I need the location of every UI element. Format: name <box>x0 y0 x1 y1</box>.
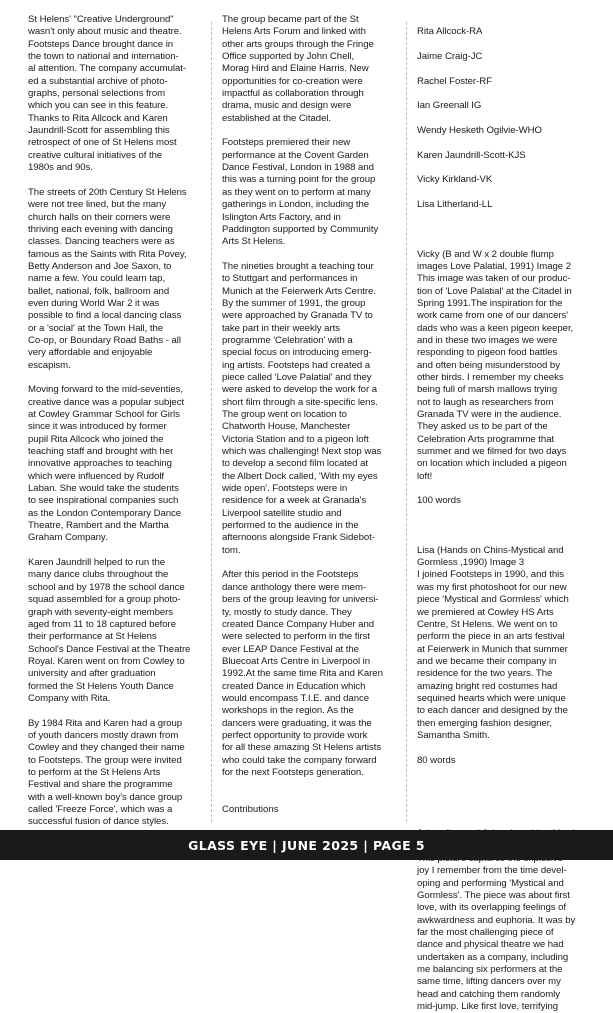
credit-item: Wendy Hesketh Ogilvie-WHO <box>417 125 542 137</box>
contribution-vicky <box>417 236 592 520</box>
paragraph-nineties: The nineties brought a teaching tour to Stuttgart and performances in Munich at the Feierwerk Arts Centre. By the summer of 1991, the group were approached by Granada TV to take part in their weekly arts programme 'Celebration' with a special focus on introducing emerg- ing artists. Footsteps had created a piece called 'Love Palatial' and they were asked to develop the work for a short film through a site-specific lens. The group went on location to Chatworth House, Manchester Victoria Station and to a pigeon loft which was challenging! Next stop was to develop a second film located at the Albert Dock called, 'With my eyes wide open'. Footsteps were in residence for a week at Granada's Liverpool satellite studio and performed to the audience in the afternoons alongside Frank Sidebot- tom. <box>222 260 382 556</box>
contribution-lisa-wordcount: 80 words <box>417 754 456 766</box>
credit-item: Ian Greenall IG <box>417 100 482 112</box>
paragraph-cowley-grammar: Moving forward to the mid-seventies, creative dance was a popular subject at Cowley Grammar School for Girls since it was introduced by former pupil Rita Allcock who joined the teaching staff and brought with her innovative approaches to teaching which were influenced by Rudolf Laban. She would take the students to see inspirational companies such as the London Contemporary Dance Theatre, Rambert and the Martha Graham Company. <box>28 384 185 544</box>
contribution-lisa-text: Lisa (Hands on Chins-Mystical and Gormless ,1990) Image 3 I joined Footsteps in 1990, and this was my first photoshoot for our new piece 'Mystical and Gormless' which we premiered at Cowley HS Arts Centre, St Helens. We went on to perform the piece in an arts festival at Feierwerk in Munich that summer and we became their company in residence for the two years. The amazing bright red costumes had sequined hearts which were unique to each dancer and designed by the then emerging fashion designer, Samantha Smith. <box>417 544 569 741</box>
column-divider-2 <box>406 22 407 822</box>
credit-item: Rita Allcock-RA <box>417 26 483 38</box>
article-column-3 <box>417 14 592 1013</box>
contribution-vicky-text: Vicky (B and W x 2 double flump images Love Palatial, 1991) Image 2 This image was taken of our produc- tion of 'Love Palatial' at the Citadel in Spring 1991.The inspiration for the work came from one of our dancers' dads who was a keen pigeon keeper, and in these two images we were responding to pigeon food battles and often being misunderstood by other birds. I remember my cheeks being full of marsh mallows trying not to laugh as researchers from Granada TV were in the audience. They asked us to be part of the Celebration Arts programme that summer and we filmed for two days on location which included a pigeon loft! <box>417 248 574 482</box>
column-divider-1 <box>211 22 212 822</box>
credit-item: Jaime Craig-JC <box>417 51 483 63</box>
credit-item: Vicky Kirkland-VK <box>417 174 493 186</box>
credit-item: Karen Jaundrill-Scott-KJS <box>417 149 526 161</box>
paragraph-arts-forum: The group became part of the St Helens Arts Forum and linked with other arts groups through the Fringe Office supported by John Chell, Morag Hird and Elaine Harris. New opportunities for co-creation were impactful as collaboration through drama, music and design were established at the Citadel. <box>222 14 374 124</box>
credit-item: Lisa Litherland-LL <box>417 199 493 211</box>
contribution-lisa <box>417 532 592 779</box>
credit-item: Rachel Foster-RF <box>417 75 492 87</box>
article-column-2 <box>222 14 395 820</box>
contribution-vicky-wordcount: 100 words <box>417 495 461 507</box>
paragraph-covent-garden: Footsteps premiered their new performance at the Covent Garden Dance Festival, London in 1988 and this was a turning point for the group as they went on to perform at many gatherings in London, including the Islington Arts Factory, and in Paddington supported by Community Arts St Helens. <box>222 137 379 248</box>
footer-text: GLASS EYE | JUNE 2025 | PAGE 5 <box>188 837 425 853</box>
credits-list <box>417 14 592 224</box>
contributions-heading: Contributions <box>222 804 279 815</box>
paragraph-dance-classes: The streets of 20th Century St Helens were not tree lined, but the many church halls on their corners were thriving each evening with dancing classes. Dancing teachers were as famous as the Saints with Rita Povey, Betty Anderson and Joe Saxon, to name a few. You could learn tap, ballet, national, folk, ballroom and even during World War 2 it was possible to find a local dancing class or a 'social' at the Town Hall, the Co-op, or Boundary Road Baths - all very affordable and enjoyable escapism. <box>28 186 187 371</box>
paragraph-dance-company-huber: After this period in the Footsteps dance anthology there were mem- bers of the group leaving for universi- ty, mostly to study dance. They created Dance Company Huber and were selected to perform in the first ever LEAP Dance Festival at the Bluecoat Arts Centre in Liverpool in 1992.At the same time Rita and Karen created Dance in Education which would encompass T.I.E. and dance workshops in the region. As the dancers were graduating, it was the perfect opportunity to provide work for all these amazing St Helens artists who could take the company forward for the next Footsteps generation. <box>222 569 383 778</box>
paragraph-karen-jaundrill: Karen Jaundrill helped to run the many dance clubs throughout the school and by 1978 the school dance squad assembled for a group photo- graph with seventy-eight members aged from 11 to 18 captured before their performance at St Helens School's Dance Festival at the Theatre Royal. Karen went on from Cowley to university and after graduation formed the St Helens Youth Dance Company with Rita. <box>28 557 191 704</box>
paragraph-intro: St Helens' "Creative Underground" wasn't only about music and theatre. Footsteps Dance brought dance in the town to national and internation- al attention. The company accumulat- ed a substantial archive of photo- graphs, personal selections from which you can see in this feature. Thanks to Rita Allcock and Karen Jaundrill-Scott for assembling this retrospect of one of St Helens most creative cultural initiatives of the 1980s and 90s. <box>28 14 187 174</box>
article-column-1 <box>28 14 201 828</box>
contribution-jaime-text: joy I remember from the time devel- oping and performing 'Mystical and Gormless'. The piece was about first love, with its overlapping feelings of awkwardness and euphoria. It was by far the most challenging piece of dance and physical theatre we had undertaken as a company, including me balancing six performers at the same time, lifting dancers over my head and catching them randomly mid-jump. Like first love, terrifying <box>417 865 576 1013</box>
page-footer <box>0 830 613 860</box>
paragraph-footsteps-origin: By 1984 Rita and Karen had a group of youth dancers mostly drawn from Cowley and they changed their name to Footsteps. The group were invited to perform at the St Helens Arts Festival and share the programme with a well-known boy's dance group called 'Freeze Force', which was a successful fusion of dance styles. <box>28 717 185 828</box>
